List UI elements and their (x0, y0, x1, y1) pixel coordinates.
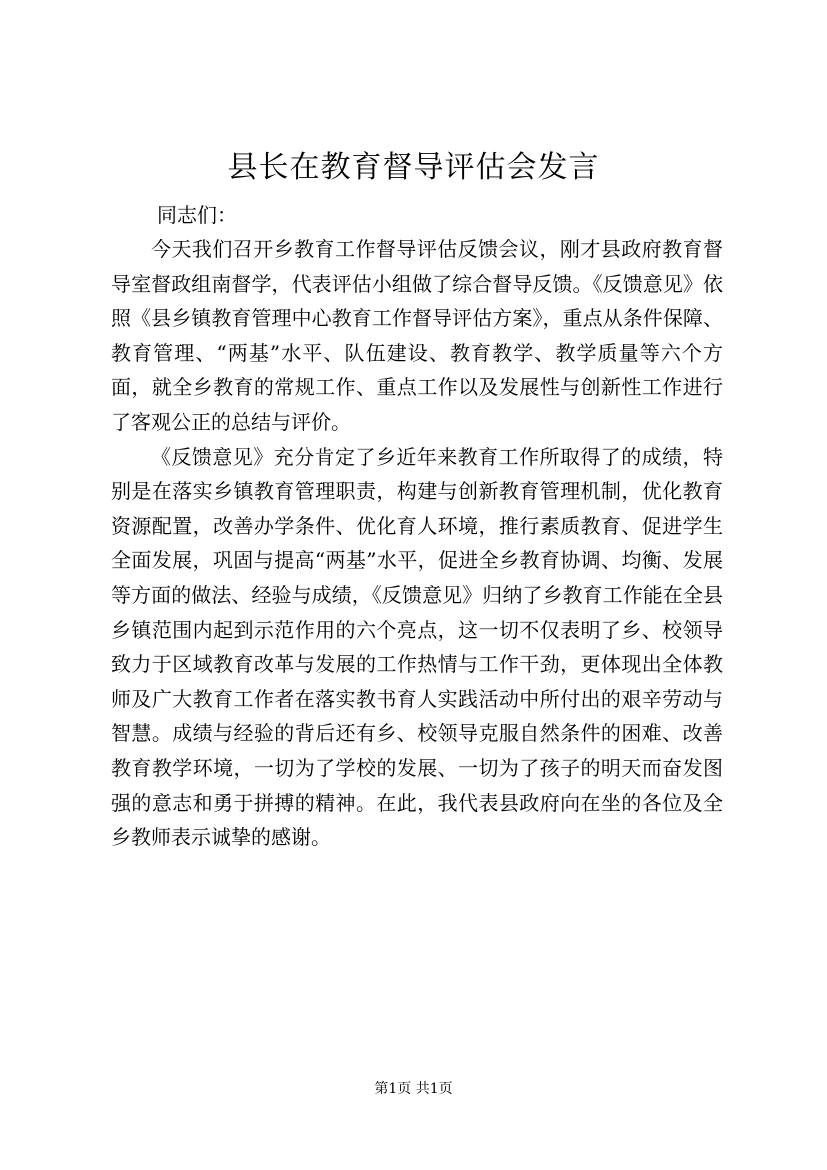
paragraph-2: 《反馈意见》充分肯定了乡近年来教育工作所取得了的成绩，特别是在落实乡镇教育管理职责，构建与创新教育管理机制，优化教育资源配置，改善办学条件、优化育人环境，推行素质教育、促进学生全面发展，巩固与提高“两基”水平，促进全乡教育协调、均衡、发展等方面的做法、经验与成绩，《反馈意见》归纳了乡教育工作能在全县乡镇范围内起到示范作用的六个亮点，这一切不仅表明了乡、校领导致力于区域教育改革与发展的工作热情与工作干劲，更体现出全体教师及广大教育工作者在落实教书育人实践活动中所付出的艰辛劳动与智慧。成绩与经验的背后还有乡、校领导克服自然条件的困难、改善教育教学环境，一切为了学校的发展、一切为了孩子的明天而奋发图强的意志和勇于拼搏的精神。在此，我代表县政府向在坐的各位及全乡教师表示诚挚的感谢。 (111, 444, 723, 850)
page-number-footer: 第1页 共1页 (374, 1081, 453, 1097)
paragraph-1: 今天我们召开乡教育工作督导评估反馈会议，刚才县政府教育督导室督政组南督学，代表评估小组做了综合督导反馈。《反馈意见》依照《县乡镇教育管理中心教育工作督导评估方案》，重点从条件保障、教育管理、“两基”水平、队伍建设、教育教学、教学质量等六个方面，就全乡教育的常规工作、重点工作以及发展性与创新性工作进行了客观公正的总结与评价。 (111, 237, 723, 434)
document-title: 县长在教育督导评估会发言 (227, 150, 600, 185)
salutation: 同志们： (157, 203, 237, 227)
document-body (111, 198, 723, 855)
